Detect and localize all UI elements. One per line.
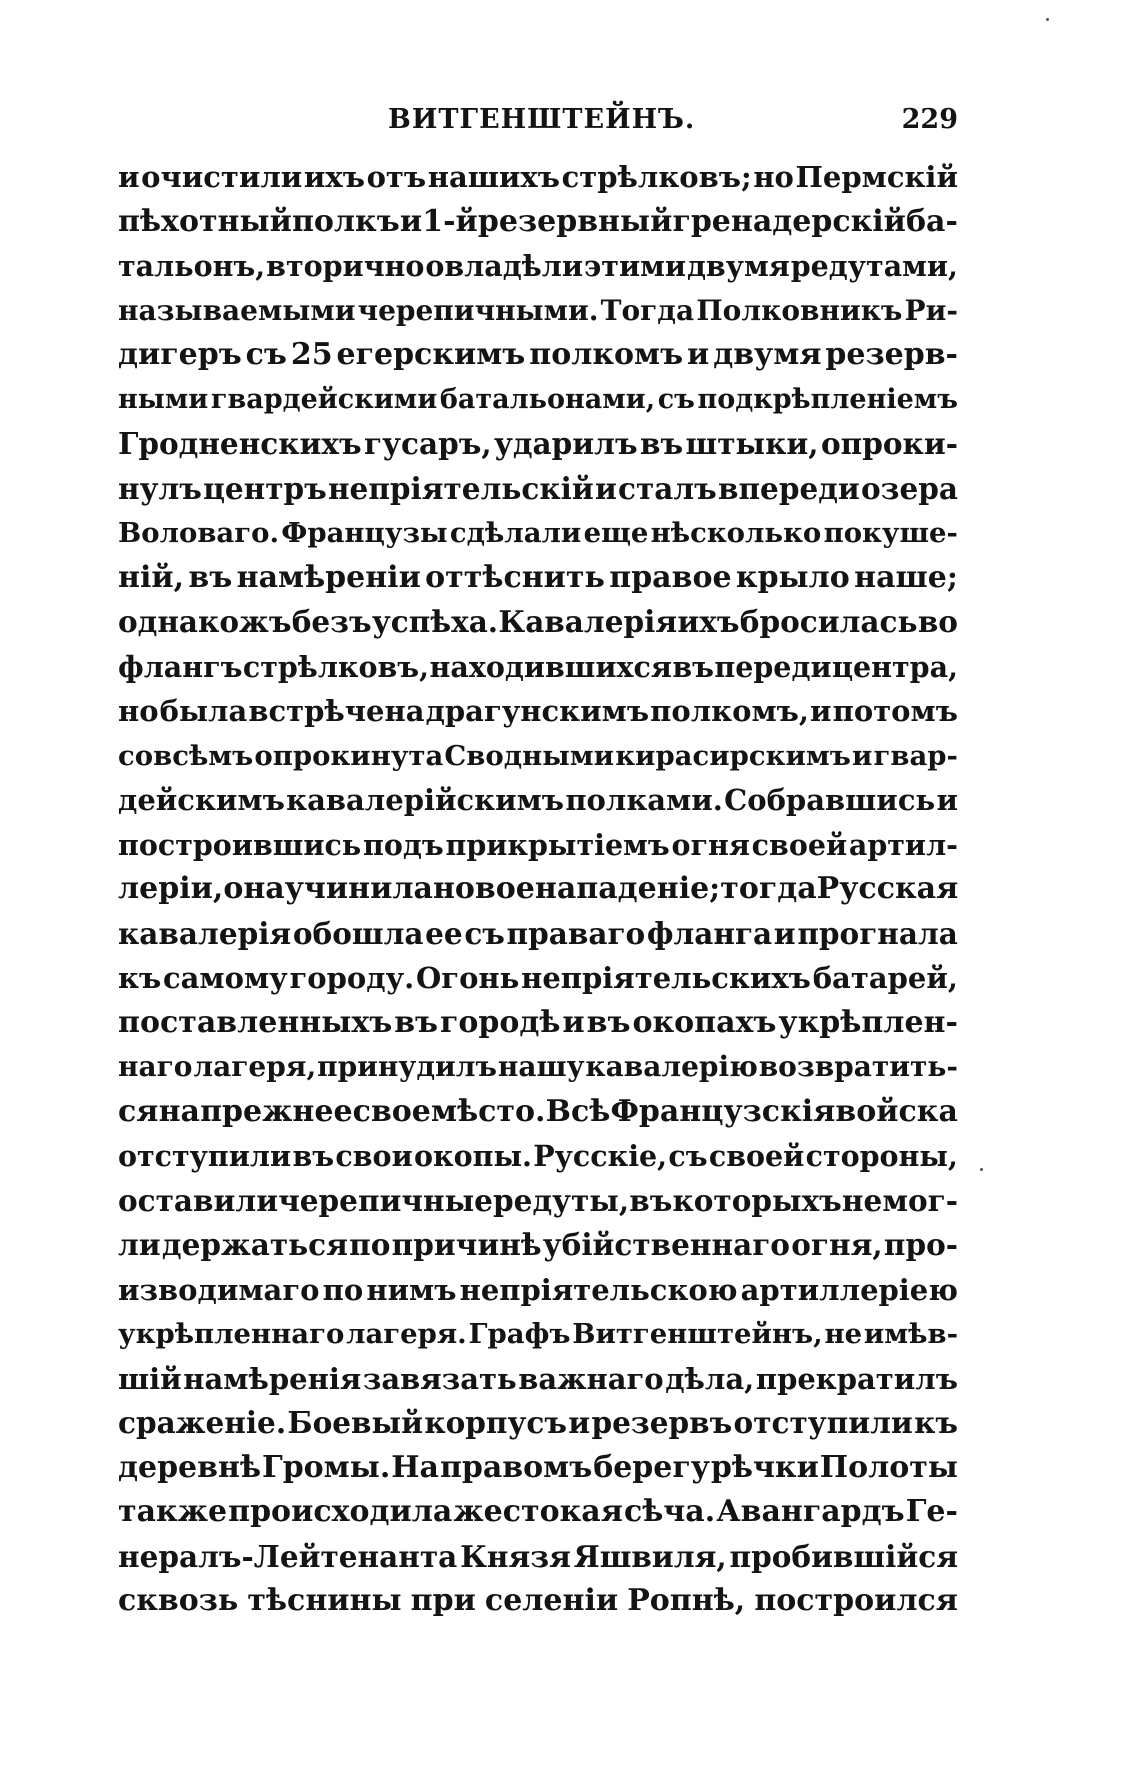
text-line: также происходила жестокая сѣча. Авангардъ Ге- bbox=[118, 1494, 958, 1529]
text-line: поставленныхъ въ городѣ и въ окопахъ укрѣплен- bbox=[118, 1004, 958, 1040]
text-line: ній, въ намѣреніи оттѣснить правое крыло наше; bbox=[118, 559, 958, 595]
text-line: нералъ-Лейтенанта Князя Яшвиля, пробившійся bbox=[118, 1538, 958, 1574]
text-line: Воловаго. Французы сдѣлали еще нѣсколько покуше- bbox=[118, 517, 958, 549]
text-line: пѣхотный полкъ и 1-й резервный гренадерскій ба- bbox=[118, 203, 958, 239]
page-header bbox=[118, 100, 958, 140]
text-line: тальонъ, вторично овладѣли этими двумя редутами, bbox=[118, 249, 958, 283]
text-line: дейскимъ кавалерійскимъ полками. Собравшись и bbox=[118, 783, 958, 817]
text-line: однакожъ безъ успѣха. Кавалерія ихъ бросилась во bbox=[118, 604, 958, 639]
text-line: и очистили ихъ отъ нашихъ стрѣлковъ; но Пермскій bbox=[118, 160, 958, 194]
text-line: флангъ стрѣлковъ, находившихся въ переди центра, bbox=[118, 649, 958, 684]
text-line: сквозь тѣснины при селеніи Ропнѣ, построился bbox=[118, 1583, 958, 1618]
text-line: отступили въ свои окопы. Русскіе, съ своей стороны, bbox=[118, 1139, 958, 1173]
text-line: къ самому городу. Огонь непріятельскихъ батарей, bbox=[118, 961, 958, 995]
print-speck bbox=[1046, 18, 1049, 21]
text-line: Гродненскихъ гусаръ, ударилъ въ штыки, опроки- bbox=[118, 426, 958, 461]
text-line: построившись подъ прикрытіемъ огня своей артил- bbox=[118, 827, 958, 862]
text-line: сраженіе. Боевый корпусъ и резервъ отступили къ bbox=[118, 1405, 958, 1440]
running-head: ВИТГЕНШТЕЙНЪ. bbox=[388, 104, 696, 135]
text-line: нулъ центръ непріятельскій и сталъ впереди озера bbox=[118, 470, 958, 506]
text-line: ли держаться по причинѣ убійственнаго огня, про- bbox=[118, 1227, 958, 1262]
text-line: называемыми черепичными. Тогда Полковникъ Ри- bbox=[118, 293, 958, 327]
text-line: укрѣпленнаго лагеря. Графъ Витгенштейнъ, не имѣв- bbox=[118, 1318, 958, 1350]
text-line: деревнѣ Громы. На правомъ берегу рѣчки Полоты bbox=[118, 1449, 958, 1485]
text-line: леріи, она учинила новое нападеніе; тогда Русская bbox=[118, 871, 959, 906]
text-line: дигеръ съ 25 егерскимъ полкомъ и двумя резерв- bbox=[118, 337, 958, 372]
text-line: ся на прежнее свое мѣсто. Всѣ Французскія войска bbox=[118, 1093, 958, 1129]
text-line: совсѣмъ опрокинута Сводными кирасирскимъ и гвар- bbox=[118, 739, 958, 772]
body-text bbox=[118, 155, 958, 1624]
text-line: оставили черепичные редуты, въ которыхъ не мог- bbox=[118, 1182, 958, 1218]
text-line: изводимаго по нимъ непріятельскою артиллеріею bbox=[118, 1272, 958, 1307]
text-line: наго лагеря, принудилъ нашу кавалерію возвратить- bbox=[118, 1050, 958, 1083]
text-line: ными гвардейскими батальонами, съ подкрѣпленіемъ bbox=[118, 383, 958, 415]
page-number: 229 bbox=[901, 104, 958, 135]
text-line: но была встрѣчена драгунскимъ полкомъ, и потомъ bbox=[118, 694, 958, 728]
text-line: шій намѣренія завязать важнаго дѣла, прекратилъ bbox=[118, 1361, 958, 1396]
text-line: кавалерія обошла ее съ праваго фланга и прогнала bbox=[118, 915, 958, 951]
print-speck bbox=[980, 1168, 983, 1171]
